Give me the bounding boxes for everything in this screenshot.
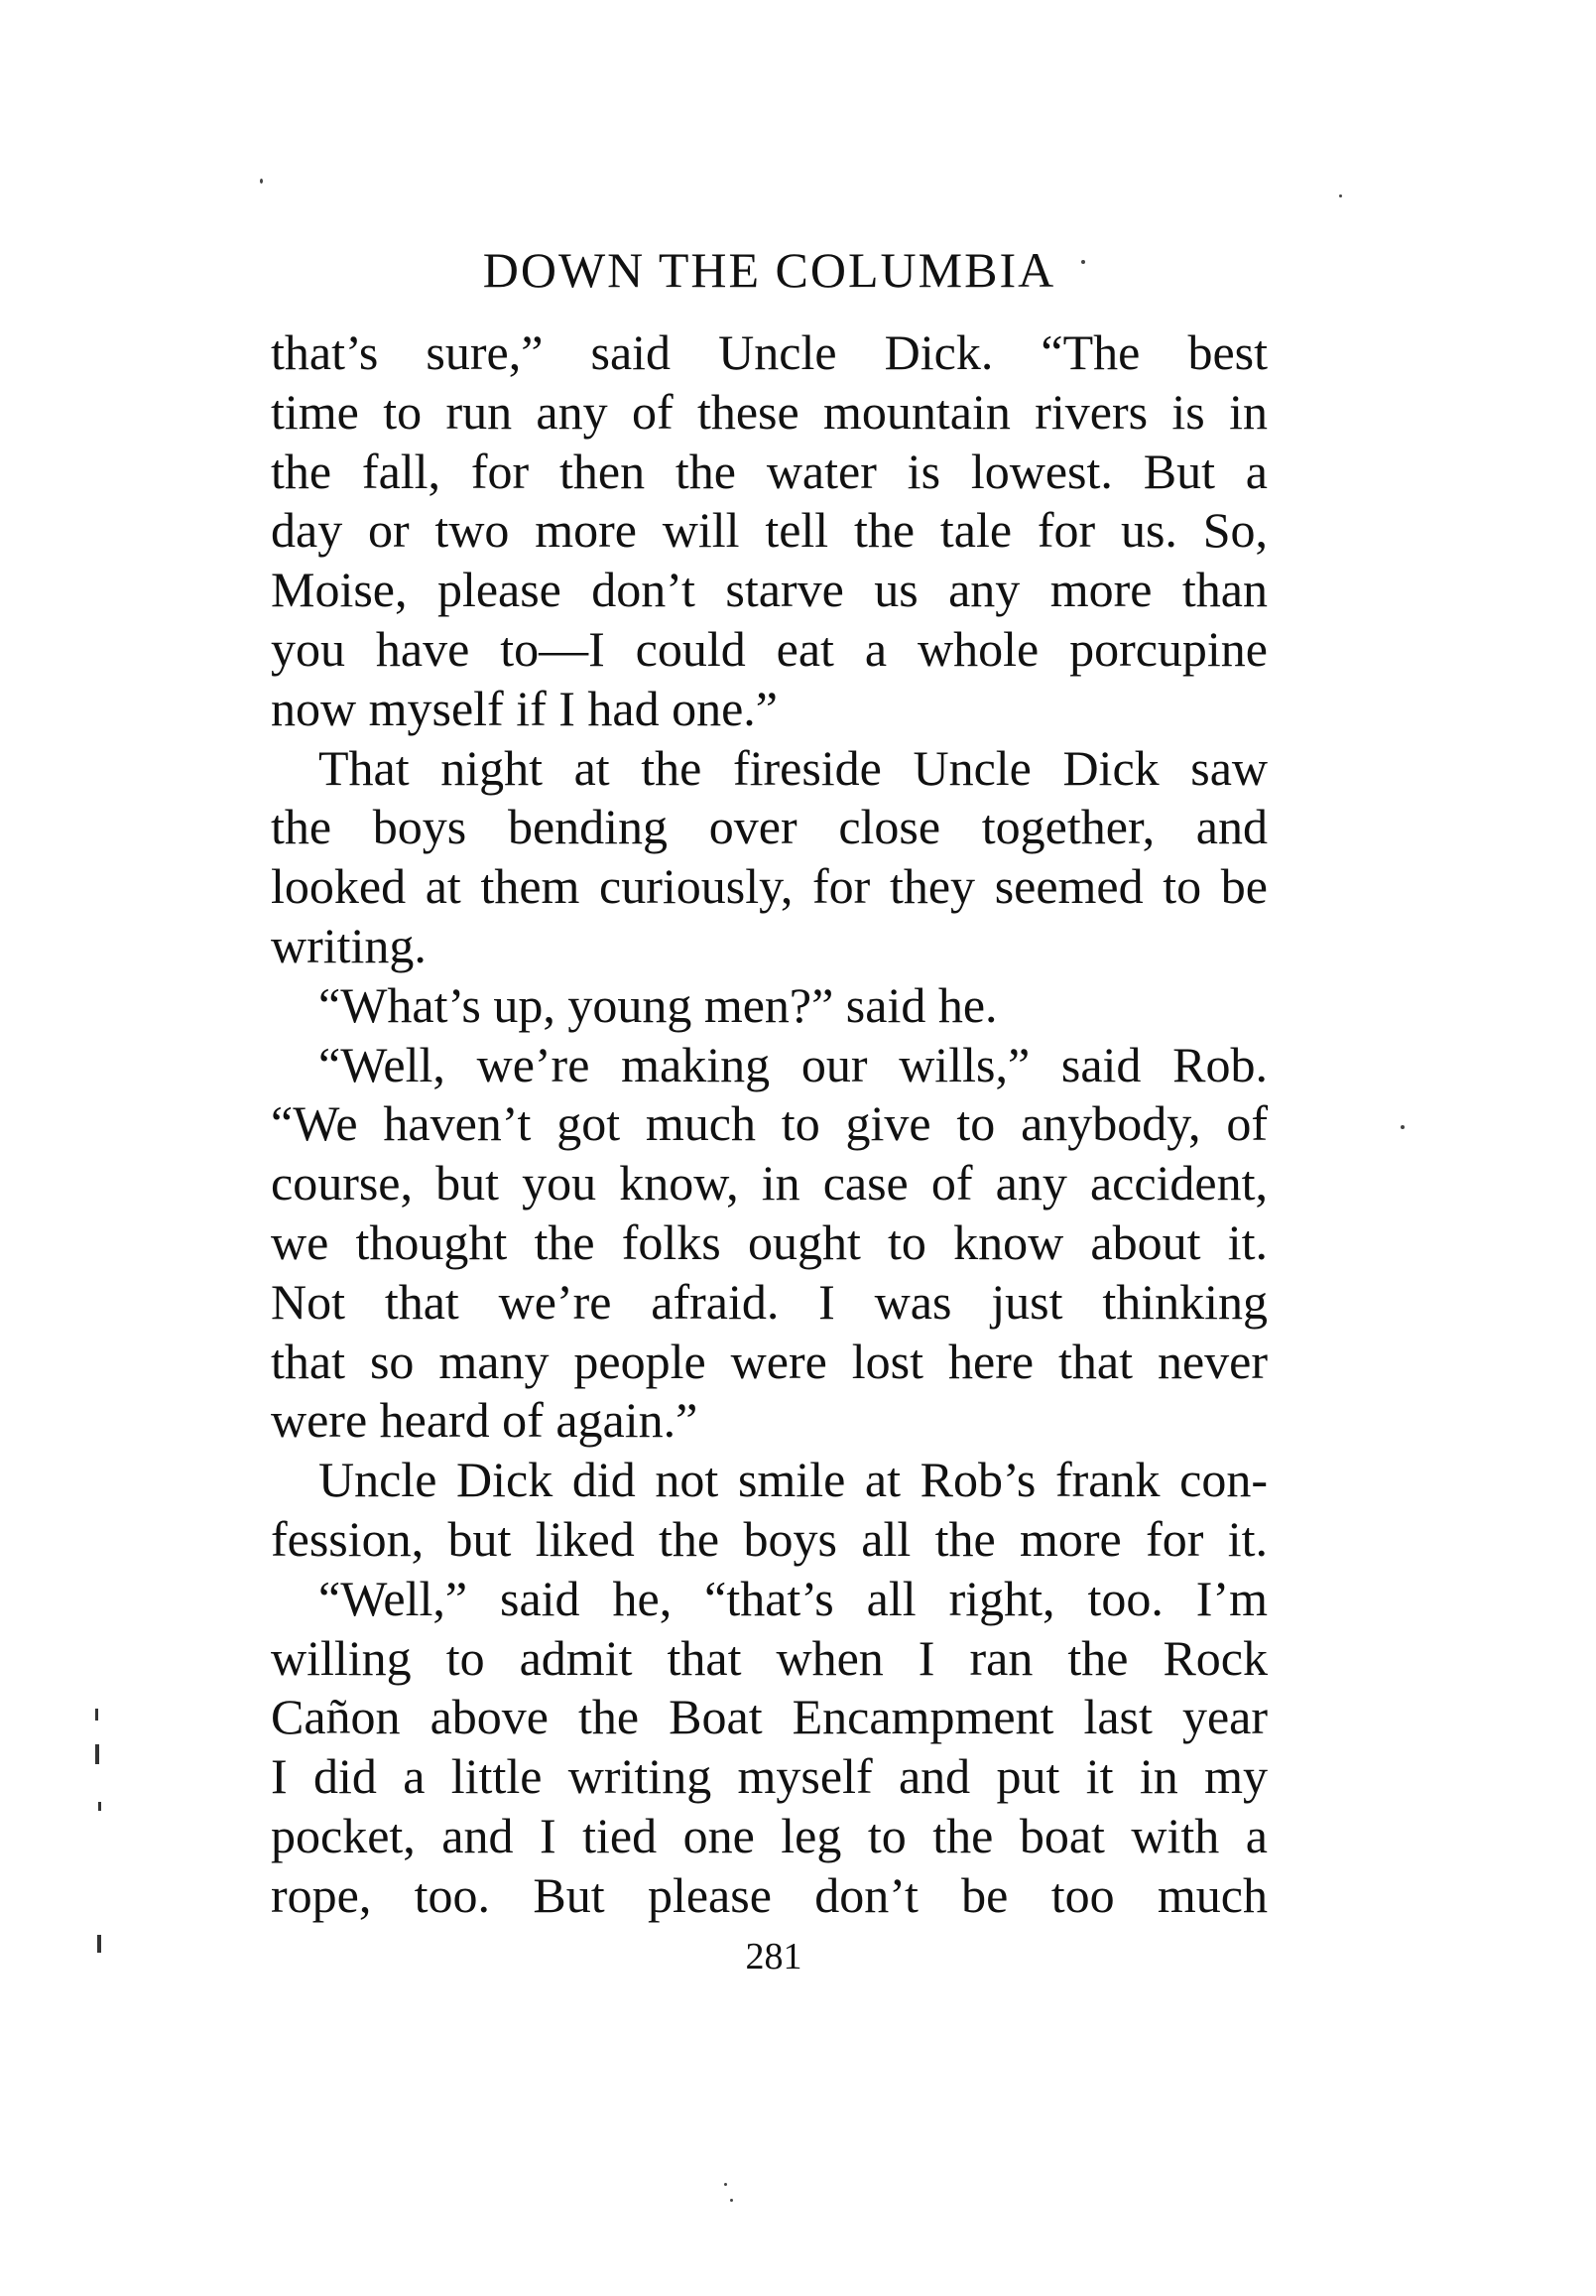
scan-speck: [724, 2183, 727, 2186]
text-line: writing.: [271, 917, 427, 973]
page-number: 281: [745, 1936, 802, 1977]
text-line: were heard of again.”: [271, 1392, 698, 1449]
text-line: Not that we’re afraid. I was just thinking: [271, 1273, 1268, 1330]
text-line: time to run any of these mountain rivers is in: [271, 383, 1268, 440]
paragraph-start-line: “Well, we’re making our wills,” said Rob.: [318, 1036, 1268, 1092]
scan-mark: [95, 1744, 99, 1764]
text-line: you have to—I could eat a whole porcupine: [271, 620, 1268, 677]
scan-speck: [730, 2199, 733, 2202]
scan-mark: [98, 1802, 101, 1811]
scan-speck: [1401, 1125, 1405, 1129]
text-line: “We haven’t got much to give to anybody, of: [271, 1095, 1268, 1152]
text-line: that’s sure,” said Uncle Dick. “The best: [271, 324, 1268, 380]
text-line: willing to admit that when I ran the Rock: [271, 1629, 1268, 1686]
body-text: [271, 323, 1268, 1926]
text-line: day or two more will tell the tale for us. So,: [271, 502, 1268, 559]
text-line: Cañon above the Boat Encampment last year: [271, 1689, 1268, 1745]
text-line: we thought the folks ought to know about it.: [271, 1213, 1268, 1270]
text-line: now myself if I had one.”: [271, 680, 778, 736]
paragraph-start-line: “Well,” said he, “that’s all right, too. I’m: [318, 1570, 1268, 1626]
scan-mark: [95, 1709, 98, 1721]
running-head: DOWN THE COLUMBIA: [482, 242, 1056, 298]
text-line: looked at them curiously, for they seemed to be: [271, 858, 1268, 915]
paragraph-start-line: That night at the fireside Uncle Dick saw: [318, 739, 1268, 796]
paragraph-start-line: Uncle Dick did not smile at Rob’s frank con-: [318, 1452, 1268, 1508]
text-line: the fall, for then the water is lowest. But a: [271, 443, 1268, 499]
text-line: pocket, and I tied one leg to the boat with a: [271, 1807, 1268, 1863]
paragraph-start-line: “What’s up, young men?” said he.: [318, 976, 998, 1033]
text-line: fession, but liked the boys all the more for it.: [271, 1510, 1268, 1567]
text-line: rope, too. But please don’t be too much: [271, 1866, 1268, 1923]
scan-speck: [1339, 194, 1342, 197]
text-line: I did a little writing myself and put it in my: [271, 1748, 1268, 1805]
scan-speck: [1081, 260, 1085, 264]
scan-mark: [97, 1935, 101, 1953]
scan-speck: [260, 179, 263, 184]
text-line: Moise, please don’t starve us any more than: [271, 562, 1268, 618]
text-line: that so many people were lost here that never: [271, 1333, 1268, 1389]
text-line: the boys bending over close together, and: [271, 799, 1268, 855]
text-line: course, but you know, in case of any accident,: [271, 1155, 1268, 1212]
